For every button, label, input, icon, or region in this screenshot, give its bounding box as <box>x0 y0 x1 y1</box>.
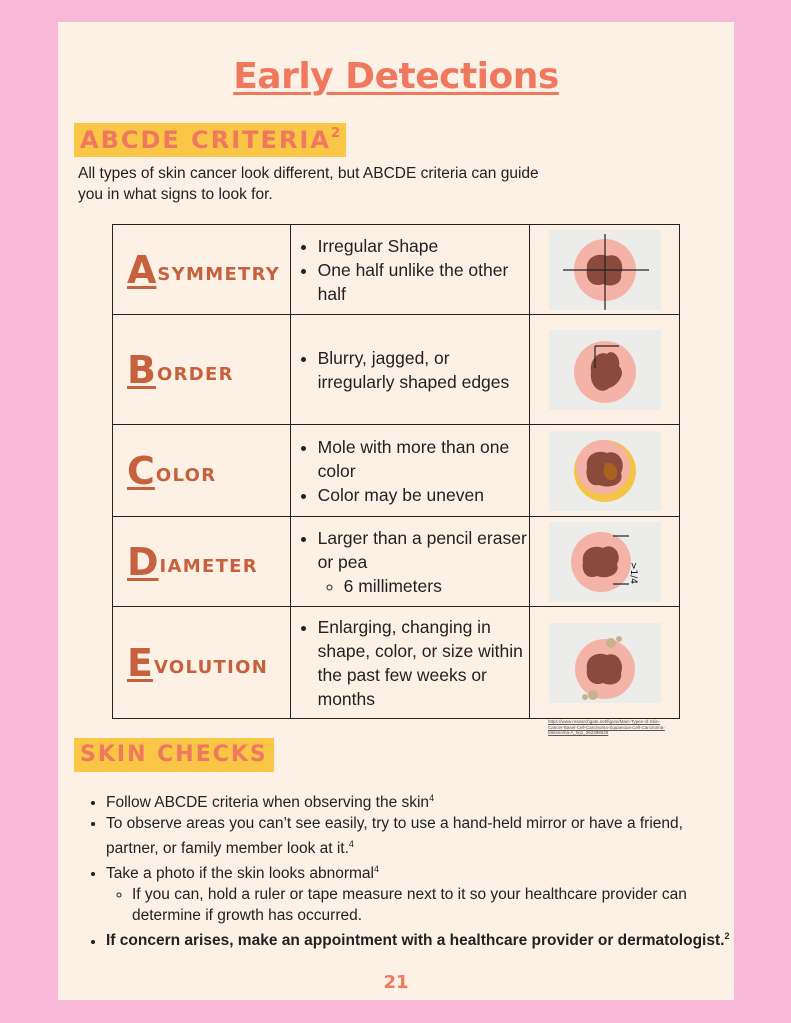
criteria-word-rest: SYMMETRY <box>157 263 281 285</box>
criteria-points <box>291 346 530 394</box>
list-item-sup: 4 <box>348 839 354 850</box>
criteria-point: • One half unlike the other half <box>318 258 530 306</box>
criteria-point: • Enlarging, changing in shape, color, or size within the past few weeks or months <box>318 615 530 711</box>
criteria-points-cell <box>290 607 530 719</box>
criteria-row <box>113 315 680 425</box>
criteria-image-cell <box>530 517 680 607</box>
diameter-mole-icon <box>549 522 661 602</box>
criteria-letter: A <box>127 247 157 292</box>
criteria-subpoint: ◦ 6 millimeters <box>344 574 530 598</box>
criteria-point: • Larger than a pencil eraser or pea <box>318 526 530 574</box>
criteria-word-cell <box>113 315 291 425</box>
criteria-word-cell <box>113 517 291 607</box>
abcde-heading-sup: 2 <box>330 126 340 141</box>
criteria-row <box>113 425 680 517</box>
criteria-points-cell <box>290 225 530 315</box>
list-item-text: Take a photo if the skin looks abnormal <box>106 865 374 883</box>
criteria-word-cell <box>113 607 291 719</box>
criteria-row <box>113 517 680 607</box>
list-item-text: Follow ABCDE criteria when observing the skin <box>106 794 430 812</box>
list-item <box>106 859 736 926</box>
list-item-text: If concern arises, make an appointment with a healthcare provider or dermatologist. <box>106 932 725 950</box>
criteria-word-rest: VOLUTION <box>153 656 269 678</box>
criteria-letter: D <box>127 539 159 584</box>
criteria-row <box>113 225 680 315</box>
abcde-table <box>112 224 680 719</box>
criteria-points <box>291 526 530 598</box>
criteria-point: • Color may be uneven <box>318 483 530 507</box>
criteria-points <box>291 234 530 306</box>
criteria-letter: B <box>127 347 156 392</box>
criteria-image-cell <box>530 225 680 315</box>
criteria-word-cell <box>113 425 291 517</box>
border-mole-icon <box>549 330 661 410</box>
list-item-sup: 4 <box>373 864 379 875</box>
criteria-word-rest: OLOR <box>155 464 217 486</box>
criteria-word <box>113 448 290 493</box>
abcde-intro: All types of skin cancer look different, but ABCDE criteria can guide you in what signs to look for. <box>78 165 539 203</box>
criteria-point: • Mole with more than one color <box>318 435 530 483</box>
page-title: Early Detections <box>233 56 559 97</box>
list-item <box>106 788 736 813</box>
skin-checks-heading-text: SKIN CHECKS <box>80 742 268 767</box>
criteria-points-cell <box>290 517 530 607</box>
criteria-point: • Irregular Shape <box>318 234 530 258</box>
color-mole-icon <box>549 431 661 511</box>
skin-checks-heading <box>74 738 274 772</box>
criteria-word <box>113 640 290 685</box>
list-subitem: ◦ If you can, hold a ruler or tape measure next to it so your healthcare provider can determine if growth has occurred. <box>132 884 736 926</box>
criteria-point: • Blurry, jagged, or irregularly shaped edges <box>318 346 530 394</box>
page-number: 21 <box>383 972 409 993</box>
criteria-word-cell <box>113 225 291 315</box>
criteria-points <box>291 435 530 507</box>
list-item-bold <box>106 926 736 951</box>
list-item-sup: 2 <box>724 931 730 942</box>
criteria-letter: C <box>127 448 155 493</box>
criteria-word <box>113 539 290 584</box>
list-item <box>106 813 736 859</box>
criteria-letter: E <box>127 640 153 685</box>
skin-checks-list <box>86 788 736 952</box>
criteria-points-cell <box>290 315 530 425</box>
criteria-points-cell <box>290 425 530 517</box>
list-item-sup: 4 <box>429 793 435 803</box>
svg-text:>1/4: >1/4 <box>627 561 638 584</box>
list-item-text: To observe areas you can’t see easily, try to use a hand-held mirror or have a friend, partner, or family member look at it. <box>106 815 683 858</box>
criteria-word <box>113 347 290 392</box>
abcde-heading <box>74 123 346 157</box>
evolution-mole-icon <box>549 623 661 703</box>
criteria-image-cell <box>530 315 680 425</box>
criteria-points <box>291 615 530 711</box>
criteria-word-rest: ORDER <box>156 363 234 385</box>
criteria-image-cell <box>530 425 680 517</box>
criteria-image-cell <box>530 607 680 719</box>
criteria-row <box>113 607 680 719</box>
image-citation-link[interactable]: https://www.researchgate.net/figure/Main-Types-of-Skin-Cancer-Basel-Cell-Carcinoma-Squamous-Cell-Carcinoma-Melanoma-A_fig1_362398628 <box>548 719 665 735</box>
criteria-word <box>113 247 290 292</box>
asymmetry-mole-icon <box>549 230 661 310</box>
abcde-heading-text: ABCDE CRITERIA <box>80 126 331 154</box>
criteria-word-rest: IAMETER <box>159 555 258 577</box>
document-page <box>58 22 734 1000</box>
